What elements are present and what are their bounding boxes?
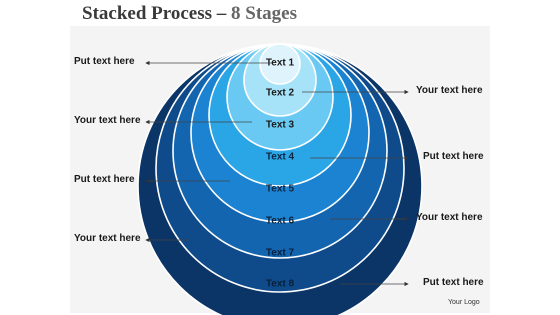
callout-1-text: Put text here (74, 56, 135, 67)
stage-5-label: Text 5 (265, 183, 295, 195)
stage-7-label: Text 7 (265, 247, 295, 259)
callout-5-text: Put text here (74, 174, 135, 185)
stage-4-label: Text 4 (265, 151, 295, 163)
stage-2-label: Text 2 (265, 87, 295, 99)
logo-placeholder: Your Logo (448, 299, 480, 306)
callout-8-text: Put text here (423, 277, 484, 288)
stage-1-label: Text 1 (265, 57, 295, 69)
title-main: Stacked Process (82, 3, 212, 24)
title-dash: – (212, 3, 231, 24)
callout-4-text: Put text here (423, 151, 484, 162)
callout-3-text: Your text here (74, 115, 141, 126)
callout-7-text: Your text here (74, 233, 141, 244)
stage-6-label: Text 6 (265, 215, 295, 227)
title-sub: 8 Stages (231, 3, 297, 24)
stage-3-label: Text 3 (265, 119, 295, 131)
stage-8-label: Text 8 (265, 278, 295, 290)
callout-2-text: Your text here (416, 85, 483, 96)
callout-6-text: Your text here (416, 212, 483, 223)
